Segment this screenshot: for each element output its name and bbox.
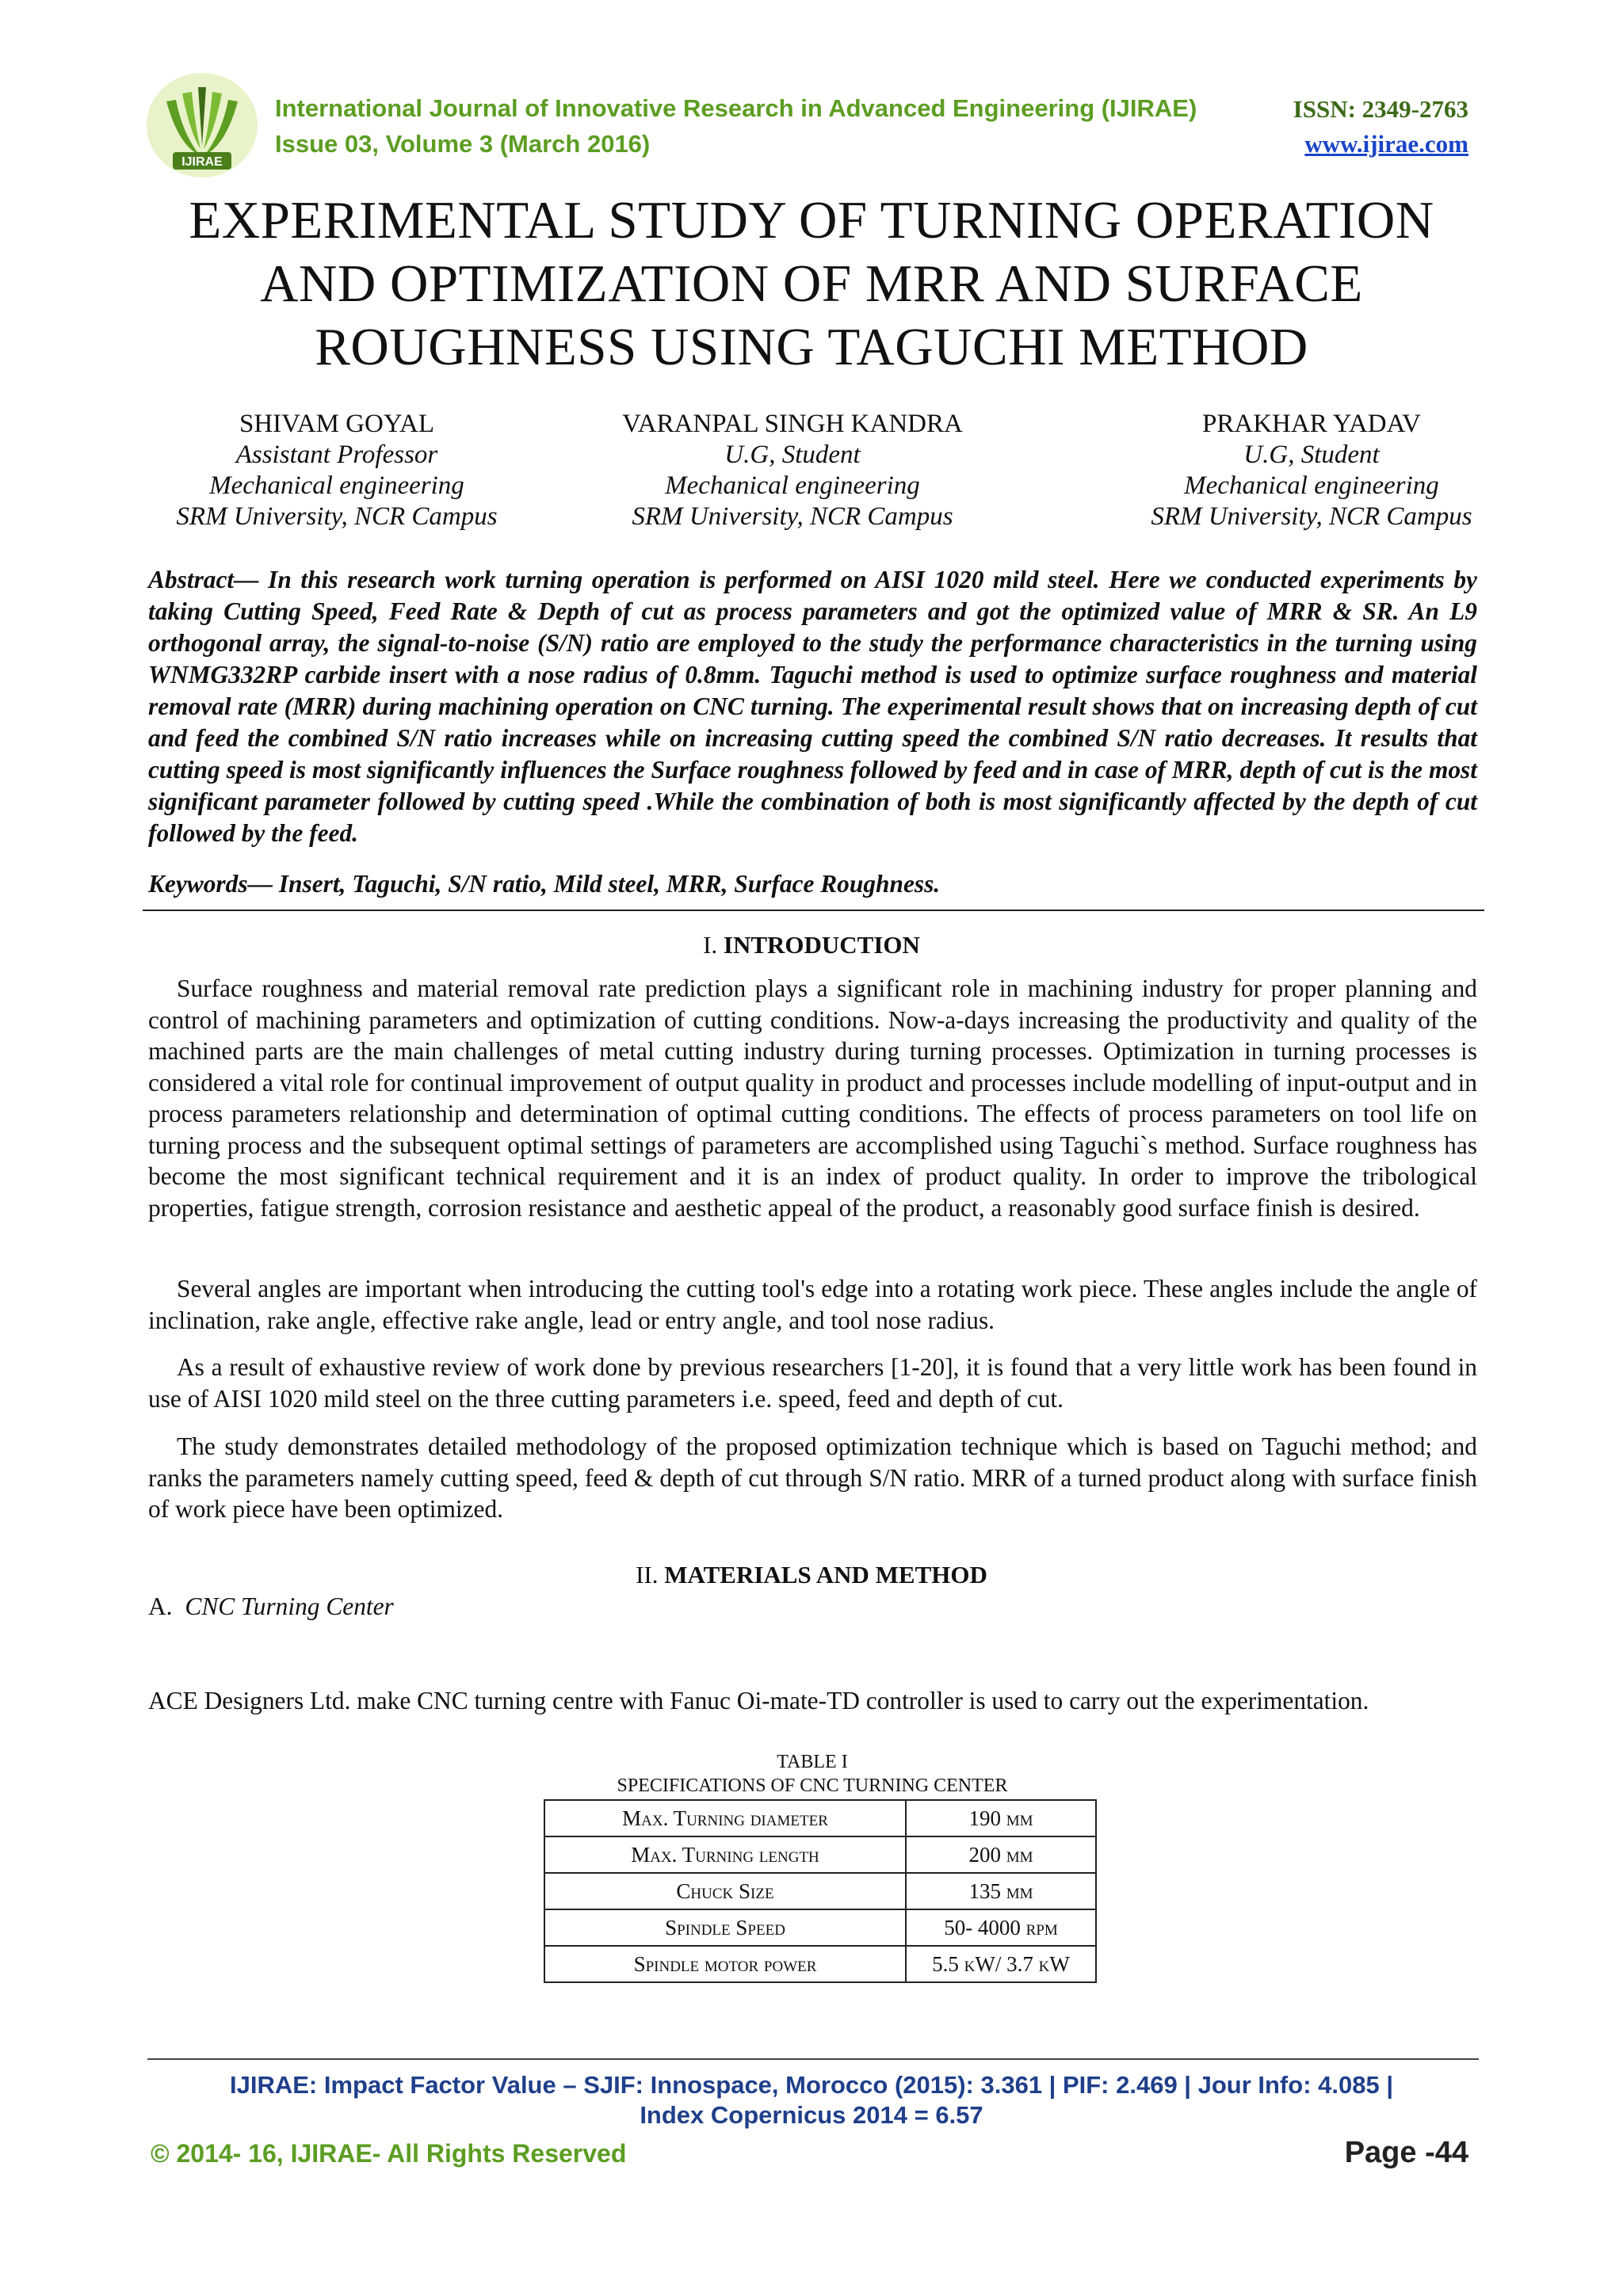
section-title: INTRODUCTION <box>723 931 920 959</box>
footer-copyright: © 2014- 16, IJIRAE- All Rights Reserved <box>151 2139 627 2168</box>
table-cell-value: 200 mm <box>906 1836 1096 1873</box>
journal-name: International Journal of Innovative Research in Advanced Engineering (IJIRAE) <box>275 94 1197 122</box>
journal-logo <box>143 70 262 181</box>
author-role: Assistant Professor <box>235 441 438 469</box>
table-cell-param: Spindle motor power <box>544 1946 906 1982</box>
table-cell-param: Max. Turning diameter <box>544 1800 906 1836</box>
footer-divider <box>147 2058 1479 2060</box>
table-cell-value: 190 mm <box>906 1800 1096 1836</box>
body-paragraph: ACE Designers Ltd. make CNC turning centre with Fanuc Oi-mate-TD controller is used to carry out the experimentation. <box>148 1687 1369 1714</box>
body-paragraph: Several angles are important when introducing the cutting tool's edge into a rotating work piece. These angles include the angle of inclination, rake angle, effective rake angle, lead or entry angle, and tool nose radius. <box>148 1275 1477 1334</box>
body-paragraph: Surface roughness and material removal rate prediction plays a significant role in machining industry for proper planning and control of machining parameters and optimization of cutting conditions. Now-a-days increasing the productivity and quality of the machined parts are the main challenges of metal cutting industry during turning processes. Optimization in turning processes is considered a vital role for continual improvement of output quality in product and processes include modelling of input-output and in process parameters relationship and determination of optimal cutting conditions. The effects of process parameters on tool life on turning process and the subsequent optimal settings of parameters are accomplished using Taguchi`s method. Surface roughness has become the most significant technical requirement and it is an index of product quality. In order to improve the tribological properties, fatigue strength, corrosion resistance and aesthetic appeal of the product, a reasonably good surface finish is desired. <box>148 974 1477 1222</box>
title-line: EXPERIMENTAL STUDY OF TURNING OPERATION <box>189 191 1434 250</box>
table-label: TABLE I <box>777 1752 848 1772</box>
subsection-title: CNC Turning Center <box>185 1592 394 1620</box>
table-row <box>544 1946 1096 1982</box>
page-number: Page -44 <box>1344 2136 1468 2169</box>
table-row <box>544 1873 1096 1909</box>
body-paragraph: As a result of exhaustive review of work done by previous researchers [1-20], it is found that a very little work has been found in use of AISI 1020 mild steel on the three cutting parameters i.e. speed, feed and depth of cut. <box>148 1353 1477 1413</box>
section-number: I. <box>703 931 718 959</box>
table-row <box>544 1800 1096 1836</box>
footer-index: Index Copernicus 2014 = 6.57 <box>640 2101 983 2129</box>
table-cell-value: 50- 4000 rpm <box>906 1909 1096 1946</box>
issn: ISSN: 2349-2763 <box>1293 95 1468 123</box>
author-affiliation: SRM University, NCR Campus <box>632 502 953 531</box>
author-role: U.G, Student <box>1243 441 1380 469</box>
author-name: PRAKHAR YADAV <box>1202 410 1421 438</box>
author-name: SHIVAM GOYAL <box>239 410 434 438</box>
author-block <box>158 409 515 532</box>
table-cell-param: Spindle Speed <box>544 1909 906 1946</box>
divider <box>143 910 1484 911</box>
section-heading-introduction <box>111 931 1512 959</box>
table-title: SPECIFICATIONS OF CNC TURNING CENTER <box>617 1775 1008 1796</box>
table-row <box>544 1909 1096 1946</box>
issue-info: Issue 03, Volume 3 (March 2016) <box>275 130 651 158</box>
journal-url-link[interactable]: www.ijirae.com <box>1304 130 1468 158</box>
spec-table <box>544 1799 1097 1983</box>
abstract: Abstract— In this research work turning operation is performed on AISI 1020 mild steel. Here we conducted experiments by taking Cutting Speed, Feed Rate & Depth of cut as process parameters and got the optimized value of MRR & SR. An L9 orthogonal array, the signal-to-noise (S/N) ratio are employed to the study the performance characteristics in the turning using WNMG332RP carbide insert with a nose radius of 0.8mm. Taguchi method is used to optimize surface roughness and material removal rate (MRR) during machining operation on CNC turning. The experimental result shows that on increasing depth of cut and feed the combined S/N ratio increases while on increasing cutting speed the combined S/N ratio decreases. It results that cutting speed is most significantly influences the Surface roughness followed by feed and in case of MRR, depth of cut is the most significant parameter followed by cutting speed .While the combination of both is most significantly affected by the depth of cut followed by the feed. <box>148 566 1477 847</box>
title-line: AND OPTIMIZATION OF MRR AND SURFACE <box>260 254 1363 313</box>
table-cell-param: Max. Turning length <box>544 1836 906 1873</box>
author-name: VARANPAL SINGH KANDRA <box>622 410 963 438</box>
author-affiliation: SRM University, NCR Campus <box>176 502 498 531</box>
title-line: ROUGHNESS USING TAGUCHI METHOD <box>315 318 1308 376</box>
keywords: Keywords— Insert, Taguchi, S/N ratio, Mild steel, MRR, Surface Roughness. <box>148 870 941 898</box>
subsection-number: A. <box>148 1592 173 1620</box>
subsection-heading <box>148 1592 394 1621</box>
table-cell-param: Chuck Size <box>544 1873 906 1909</box>
author-dept: Mechanical engineering <box>1184 471 1439 500</box>
section-heading-materials <box>111 1561 1512 1589</box>
author-affiliation: SRM University, NCR Campus <box>1151 502 1472 531</box>
author-block <box>590 409 995 532</box>
author-block <box>1125 409 1498 532</box>
body-paragraph: The study demonstrates detailed methodology of the proposed optimization technique which is based on Taguchi method; and ranks the parameters namely cutting speed, feed & depth of cut through S/N ratio. MRR of a turned product along with surface finish of work piece have been optimized. <box>148 1432 1477 1523</box>
table-row <box>544 1836 1096 1873</box>
table-cell-value: 135 mm <box>906 1873 1096 1909</box>
author-dept: Mechanical engineering <box>209 471 464 500</box>
author-dept: Mechanical engineering <box>665 471 920 500</box>
table-caption <box>547 1750 1078 1798</box>
svg-text:IJIRAE: IJIRAE <box>181 155 223 169</box>
section-number: II. <box>636 1561 659 1589</box>
section-title: MATERIALS AND METHOD <box>664 1561 987 1589</box>
paper-title <box>111 189 1512 379</box>
table-cell-value: 5.5 kW/ 3.7 kW <box>906 1946 1096 1982</box>
author-role: U.G, Student <box>724 441 861 469</box>
footer-impact-factor: IJIRAE: Impact Factor Value – SJIF: Innospace, Morocco (2015): 3.361 | PIF: 2.469 | Jour Info: 4.085 | <box>230 2071 1393 2099</box>
